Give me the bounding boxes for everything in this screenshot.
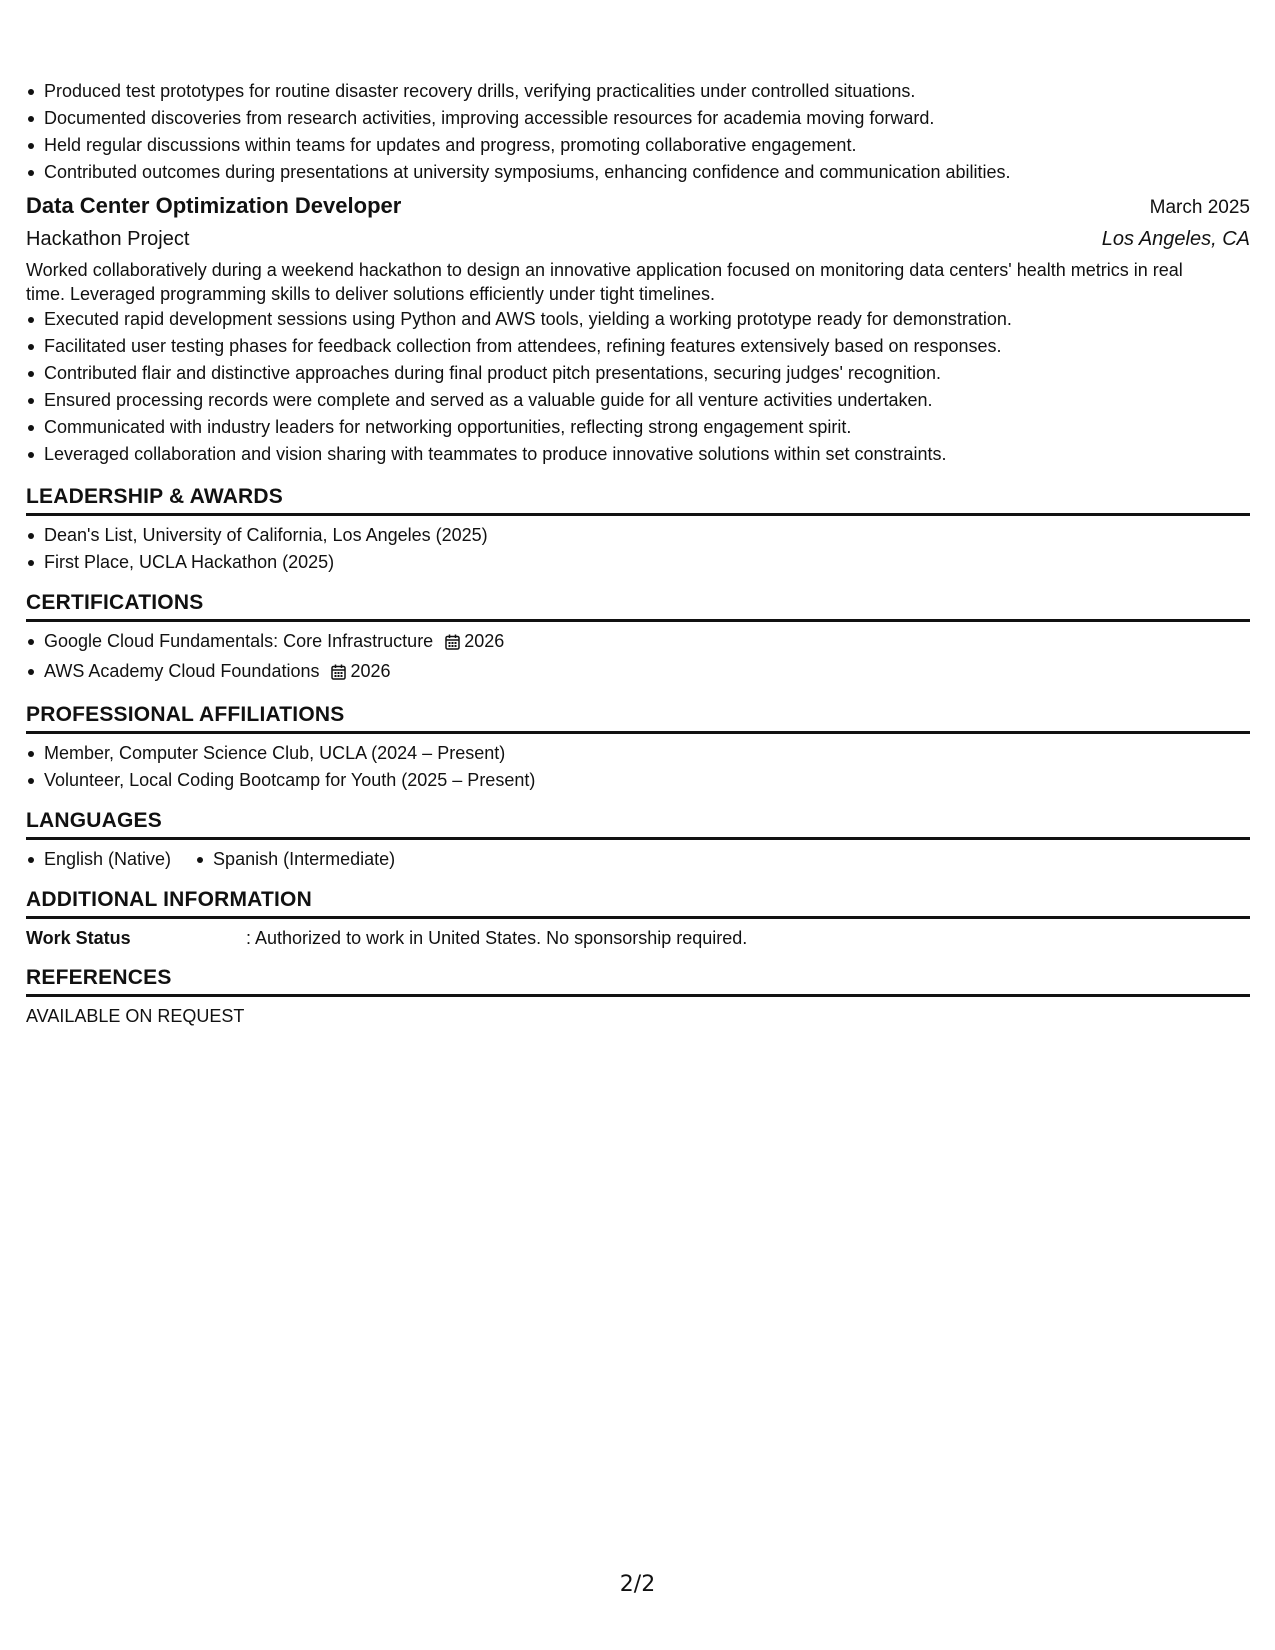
affiliations-section <box>26 700 1250 794</box>
previous-job-bullets <box>26 78 1250 186</box>
leadership-list <box>26 522 1250 576</box>
certification-year: 2026 <box>350 661 391 681</box>
section-title: LEADERSHIP & AWARDS <box>26 482 1250 516</box>
languages-section <box>26 806 1250 873</box>
list-item: Spanish (Intermediate) <box>213 846 395 873</box>
list-item: First Place, UCLA Hackathon (2025) <box>44 549 1250 576</box>
job-location: Los Angeles, CA <box>1101 228 1250 250</box>
additional-info-section <box>26 885 1250 951</box>
list-item: Communicated with industry leaders for networking opportunities, reflecting strong engagement spirit. <box>44 414 1250 441</box>
job-bullets <box>26 306 1250 468</box>
list-item <box>44 628 1250 658</box>
list-item: Leveraged collaboration and vision sharing with teammates to produce innovative solutions within set constraints. <box>44 441 1250 468</box>
certification-name: AWS Academy Cloud Foundations <box>44 661 320 681</box>
list-item: Documented discoveries from research activities, improving accessible resources for academia moving forward. <box>44 105 1250 132</box>
work-status-label: Work Status <box>26 928 131 948</box>
certification-name: Google Cloud Fundamentals: Core Infrastructure <box>44 631 434 651</box>
section-title: LANGUAGES <box>26 806 1250 840</box>
section-title: PROFESSIONAL AFFILIATIONS <box>26 700 1250 734</box>
list-item: Held regular discussions within teams for updates and progress, promoting collaborative engagement. <box>44 132 1250 159</box>
leadership-section <box>26 482 1250 576</box>
affiliations-list <box>26 740 1250 794</box>
list-item: Member, Computer Science Club, UCLA (2024 – Present) <box>44 740 1250 767</box>
languages-list <box>26 846 1250 873</box>
work-status-row <box>26 925 1250 951</box>
list-item: Dean's List, University of California, Los Angeles (2025) <box>44 522 1250 549</box>
job-summary <box>26 258 1250 306</box>
job-organization: Hackathon Project <box>26 228 190 250</box>
list-item: Contributed flair and distinctive approaches during final product pitch presentations, securing judges' recognition. <box>44 360 1250 387</box>
job-summary-line: Worked collaboratively during a weekend hackathon to design an innovative application focused on monitoring data centers' health metrics in real <box>26 260 1183 280</box>
language-bullet <box>195 846 395 873</box>
job-subheader <box>26 224 1250 254</box>
certification-year: 2026 <box>464 631 505 651</box>
job-header <box>26 190 1250 224</box>
list-item: Ensured processing records were complete and served as a valuable guide for all venture activities undertaken. <box>44 387 1250 414</box>
job-title: Data Center Optimization Developer <box>26 193 402 218</box>
certifications-list <box>26 628 1250 688</box>
job-entry <box>26 190 1250 468</box>
list-item: Executed rapid development sessions using Python and AWS tools, yielding a working prototype ready for demonstration. <box>44 306 1250 333</box>
references-section <box>26 963 1250 1029</box>
list-item: Facilitated user testing phases for feedback collection from attendees, refining features extensively based on responses. <box>44 333 1250 360</box>
list-item: Contributed outcomes during presentations at university symposiums, enhancing confidence and communication abilities. <box>44 159 1250 186</box>
list-item <box>44 658 1250 688</box>
calendar-icon <box>331 661 346 688</box>
page-number: 2/2 <box>619 1572 656 1597</box>
references-text: AVAILABLE ON REQUEST <box>26 1006 245 1026</box>
list-item: Volunteer, Local Coding Bootcamp for Youth (2025 – Present) <box>44 767 1250 794</box>
section-title: REFERENCES <box>26 963 1250 997</box>
list-item: Produced test prototypes for routine disaster recovery drills, verifying practicalities under controlled situations. <box>44 78 1250 105</box>
section-title: CERTIFICATIONS <box>26 588 1250 622</box>
job-summary-line: time. Leveraged programming skills to deliver solutions efficiently under tight timelines. <box>26 284 715 304</box>
calendar-icon <box>445 631 460 658</box>
certifications-section <box>26 588 1250 688</box>
section-title: ADDITIONAL INFORMATION <box>26 885 1250 919</box>
resume-page <box>26 78 1250 1029</box>
work-status-value: : Authorized to work in United States. No sponsorship required. <box>246 928 748 948</box>
job-date: March 2025 <box>1149 197 1250 218</box>
language-bullet <box>26 846 171 873</box>
list-item: English (Native) <box>44 846 171 873</box>
